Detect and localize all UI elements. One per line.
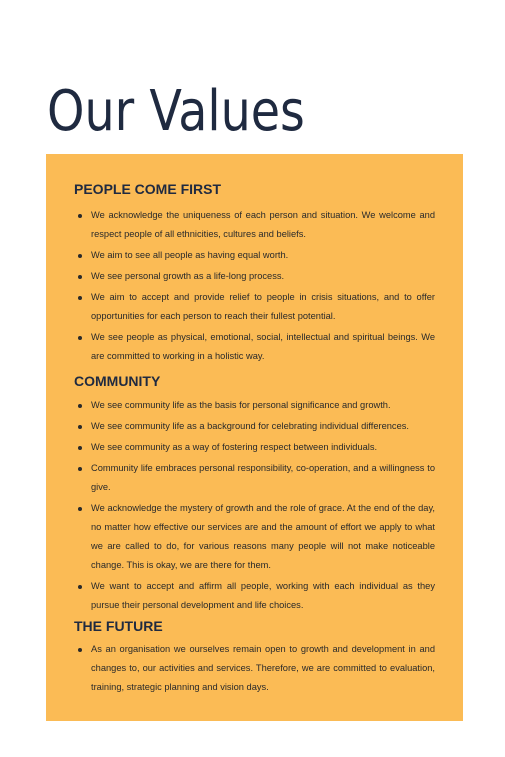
people-come-first-list xyxy=(74,206,435,368)
bullet-icon xyxy=(78,648,82,652)
bullet-icon xyxy=(78,214,82,218)
list-item-text: We see community life as a background for celebrating individual differences. xyxy=(91,421,409,431)
bullet-icon xyxy=(78,254,82,258)
section-heading-community: COMMUNITY xyxy=(74,373,161,389)
list-item xyxy=(74,328,435,366)
list-item-text: We see community as a way of fostering respect between individuals. xyxy=(91,442,378,452)
list-item xyxy=(74,577,435,615)
bullet-icon xyxy=(78,275,82,279)
list-item xyxy=(74,246,435,265)
list-item-text: We aim to accept and provide relief to people in crisis situations, and to offer opportunities for each person to reach their fullest potential. xyxy=(91,292,435,321)
bullet-icon xyxy=(78,336,82,340)
list-item xyxy=(74,206,435,244)
list-item xyxy=(74,499,435,575)
section-heading-the-future: THE FUTURE xyxy=(74,618,163,634)
list-item xyxy=(74,640,435,697)
list-item xyxy=(74,417,435,436)
bullet-icon xyxy=(78,296,82,300)
list-item-text: We see community life as the basis for personal significance and growth. xyxy=(91,400,391,410)
section-heading-people-come-first: PEOPLE COME FIRST xyxy=(74,181,222,197)
list-item-text: We acknowledge the mystery of growth and the role of grace. At the end of the day, no matter how effective our services are and the amount of effort we apply to what we are called to do, for various reasons many people will not make noticeable change. This is okay, we are there for them. xyxy=(91,503,435,570)
bullet-icon xyxy=(78,467,82,471)
list-item-text: We see personal growth as a life-long process. xyxy=(91,271,285,281)
values-panel xyxy=(46,154,463,721)
page-title: Our Values xyxy=(47,79,305,144)
bullet-icon xyxy=(78,425,82,429)
list-item-text: Community life embraces personal responsibility, co-operation, and a willingness to give. xyxy=(91,463,435,492)
list-item-text: We acknowledge the uniqueness of each person and situation. We welcome and respect people of all ethnicities, cultures and beliefs. xyxy=(91,210,435,239)
list-item-text: As an organisation we ourselves remain open to growth and development in and changes to, our activities and services. Therefore, we are committed to evaluation, training, strategic planning and vision days. xyxy=(91,644,435,692)
bullet-icon xyxy=(78,404,82,408)
list-item xyxy=(74,267,435,286)
list-item xyxy=(74,438,435,457)
bullet-icon xyxy=(78,446,82,450)
bullet-icon xyxy=(78,585,82,589)
the-future-list xyxy=(74,640,435,699)
list-item xyxy=(74,288,435,326)
list-item xyxy=(74,459,435,497)
list-item-text: We aim to see all people as having equal worth. xyxy=(91,250,289,260)
bullet-icon xyxy=(78,507,82,511)
list-item xyxy=(74,396,435,415)
community-list xyxy=(74,396,435,617)
list-item-text: We see people as physical, emotional, social, intellectual and spiritual beings. We are committed to working in a holistic way. xyxy=(91,332,435,361)
list-item-text: We want to accept and affirm all people, working with each individual as they pursue their personal development and life choices. xyxy=(91,581,435,610)
